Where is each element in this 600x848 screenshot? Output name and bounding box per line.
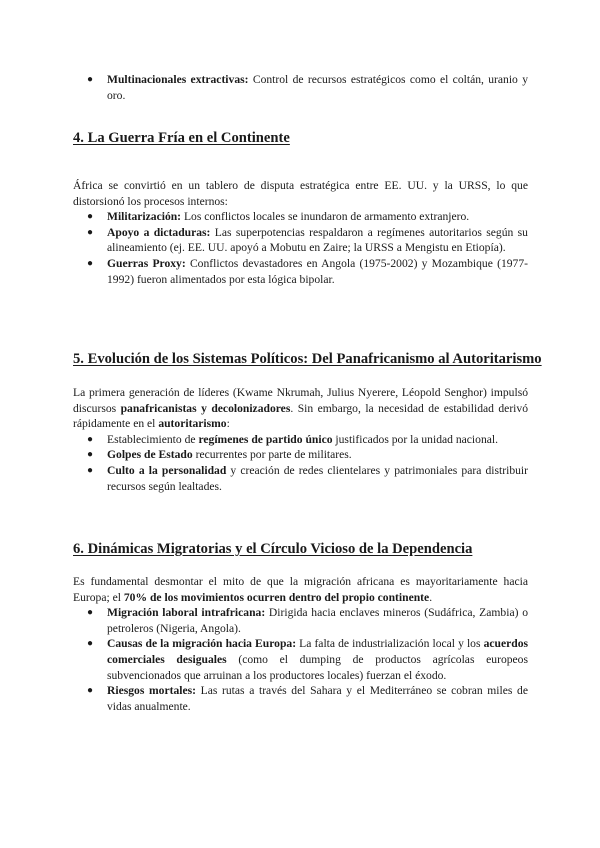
section-4 <box>73 129 528 147</box>
bullet-icon: ● <box>87 257 94 269</box>
bullet-icon: ● <box>87 638 94 650</box>
bullet-list <box>73 72 528 103</box>
list-item: ● Riesgos mortales: Las rutas a través del Sahara y el Mediterráneo se cobran miles de vidas anualmente. <box>87 684 528 713</box>
list-item: ● Guerras Proxy: Conflictos devastadores en Angola (1975-2002) y Mozambique (1977-1992) fueron alimentados por esta lógica bipolar. <box>87 256 528 286</box>
bullet-list <box>73 432 528 494</box>
bullet-list <box>73 209 528 287</box>
list-item: ● Apoyo a dictaduras: Las superpotencias respaldaron a regímenes autoritarios según su alineamiento (ej. EE. UU. apoyó a Mobutu en Zaire; la URSS a Mengistu en Etiopía). <box>87 225 528 255</box>
bullet-list <box>73 605 528 714</box>
section-heading: 4. La Guerra Fría en el Continente <box>73 130 290 146</box>
list-item: ● Causas de la migración hacia Europa: La falta de industrialización local y los acuerdos comerciales desiguales (como el dumping de productos agrícolas europeos subvencionados que arruinan a los productores locales) fuerzan el éxodo. <box>87 637 529 682</box>
bullet-icon: ● <box>87 449 94 461</box>
section-4-body <box>73 178 528 287</box>
paragraph: La primera generación de líderes (Kwame Nkrumah, Julius Nyerere, Léopold Senghor) impulsó discursos panafricanistas y decolonizadores. Sin embargo, la necesidad de estabilidad derivó rápidamente en el autoritarismo: <box>73 386 529 431</box>
section-6 <box>73 540 528 558</box>
paragraph: Es fundamental desmontar el mito de que la migración africana es mayoritariamente hacia Europa; el 70% de los movimientos ocurren dentro del propio continente. <box>73 575 528 604</box>
list-item: ● Militarización: Los conflictos locales se inundaron de armamento extranjero. <box>87 210 470 224</box>
bullet-icon: ● <box>87 211 94 223</box>
bullet-icon: ● <box>87 685 94 697</box>
list-item: ● Culto a la personalidad y creación de redes clientelares y patrimoniales para distribuir recursos según lealtades. <box>87 463 529 493</box>
bullet-icon: ● <box>87 464 94 476</box>
paragraph: África se convirtió en un tablero de disputa estratégica entre EE. UU. y la URSS, lo que distorsionó los procesos internos: <box>73 179 528 208</box>
bullet-icon: ● <box>87 226 94 238</box>
section-5 <box>73 350 542 368</box>
bullet-icon: ● <box>87 433 94 445</box>
section-heading: 6. Dinámicas Migratorias y el Círculo Vicioso de la Dependencia <box>73 541 473 557</box>
list-item: ● Establecimiento de regímenes de partido único justificados por la unidad nacional. <box>87 432 499 446</box>
list-item: ● Golpes de Estado recurrentes por parte de militares. <box>87 448 352 462</box>
section-heading: 5. Evolución de los Sistemas Políticos: Del Panafricanismo al Autoritarismo <box>73 351 542 367</box>
bullet-icon: ● <box>87 74 94 85</box>
section-6-body <box>73 574 528 714</box>
section3-tail <box>73 72 528 103</box>
list-item: ● Migración laboral intrafricana: Dirigida hacia enclaves mineros (Sudáfrica, Zambia) o petroleros (Nigeria, Angola). <box>87 606 528 635</box>
bullet-icon: ● <box>87 607 94 619</box>
section-5-body <box>73 385 528 494</box>
list-item: ● Multinacionales extractivas: Control de recursos estratégicos como el coltán, uranio y oro. <box>87 73 528 102</box>
